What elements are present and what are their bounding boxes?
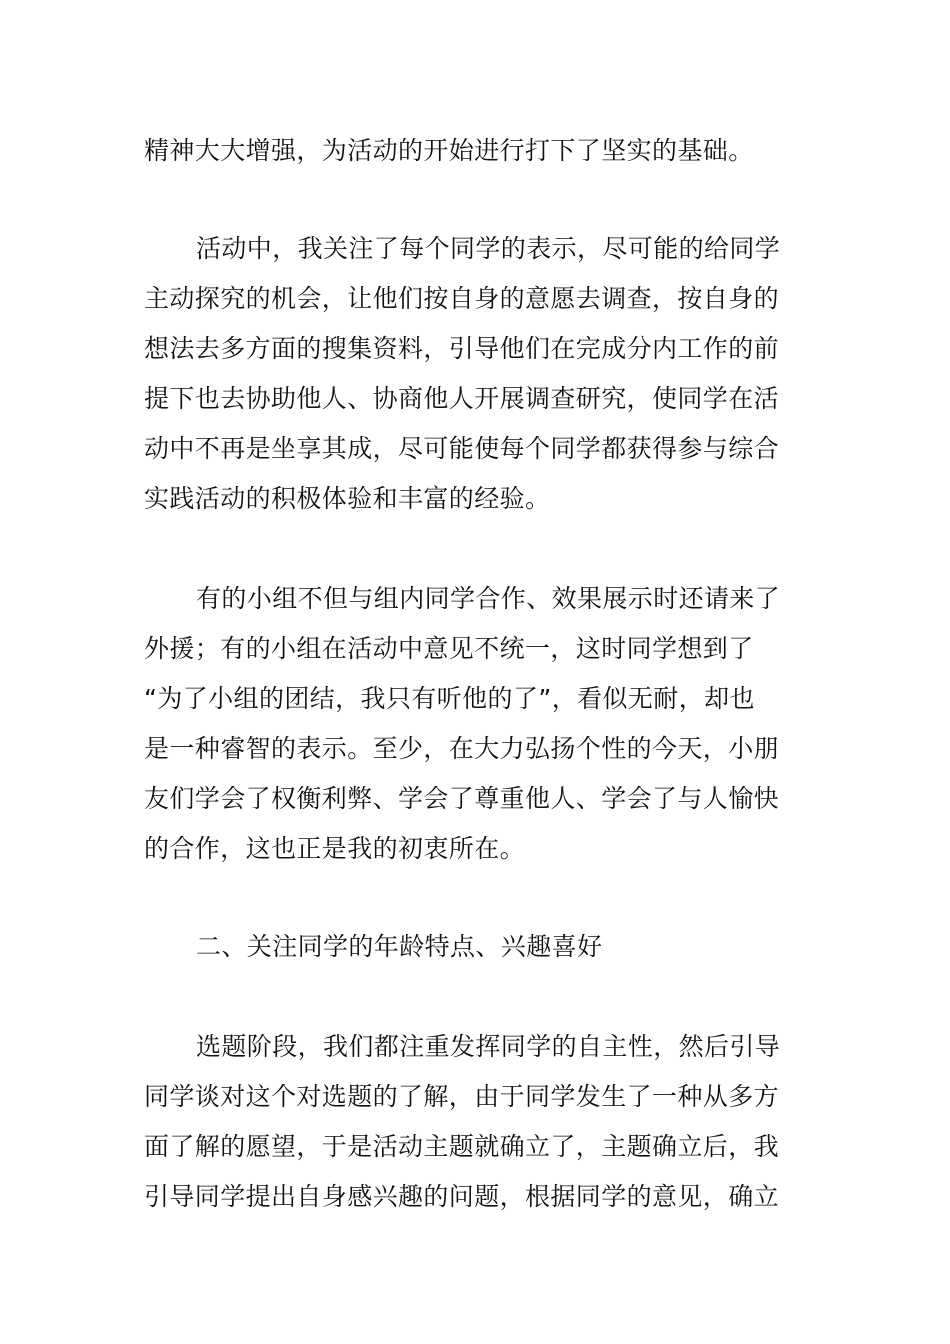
paragraph-2-line-2: 主动探究的机会，让他们按自身的意愿去调查，按自身的	[144, 284, 780, 313]
paragraph-2-line-3: 想法去多方面的搜集资料，引导他们在完成分内工作的前	[144, 334, 780, 363]
paragraph-3-line-6: 的合作，这也正是我的初衷所在。	[144, 834, 526, 863]
section-heading: 二、关注同学的年龄特点、兴趣喜好	[196, 932, 603, 961]
paragraph-4-line-1: 选题阶段，我们都注重发挥同学的自主性，然后引导	[196, 1032, 781, 1061]
paragraph-3-line-2: 外援；有的小组在活动中意见不统一，这时同学想到了	[144, 634, 754, 663]
paragraph-4-line-2: 同学谈对这个对选题的了解，由于同学发生了一种从多方	[144, 1082, 780, 1111]
paragraph-2-line-1: 活动中，我关注了每个同学的表示，尽可能的给同学	[196, 234, 781, 263]
paragraph-2-line-6: 实践活动的积极体验和丰富的经验。	[144, 484, 551, 513]
paragraph-1-line-1: 精神大大增强，为活动的开始进行打下了坚实的基础。	[144, 136, 754, 165]
paragraph-3-line-3: “为了小组的团结，我只有听他的了”，看似无耐，却也	[144, 684, 755, 713]
paragraph-2-line-4: 提下也去协助他人、协商他人开展调查研究，使同学在活	[144, 384, 780, 413]
paragraph-4-line-3: 面了解的愿望，于是活动主题就确立了，主题确立后，我	[144, 1132, 780, 1161]
paragraph-3-line-4: 是一种睿智的表示。至少，在大力弘扬个性的今天，小朋	[144, 734, 780, 763]
paragraph-3-line-5: 友们学会了权衡利弊、学会了尊重他人、学会了与人愉快	[144, 784, 780, 813]
paragraph-3-line-1: 有的小组不但与组内同学合作、效果展示时还请来了	[196, 584, 781, 613]
paragraph-2-line-5: 动中不再是坐享其成，尽可能使每个同学都获得参与综合	[144, 434, 780, 463]
paragraph-4-line-4: 引导同学提出自身感兴趣的问题，根据同学的意见，确立	[144, 1182, 780, 1211]
